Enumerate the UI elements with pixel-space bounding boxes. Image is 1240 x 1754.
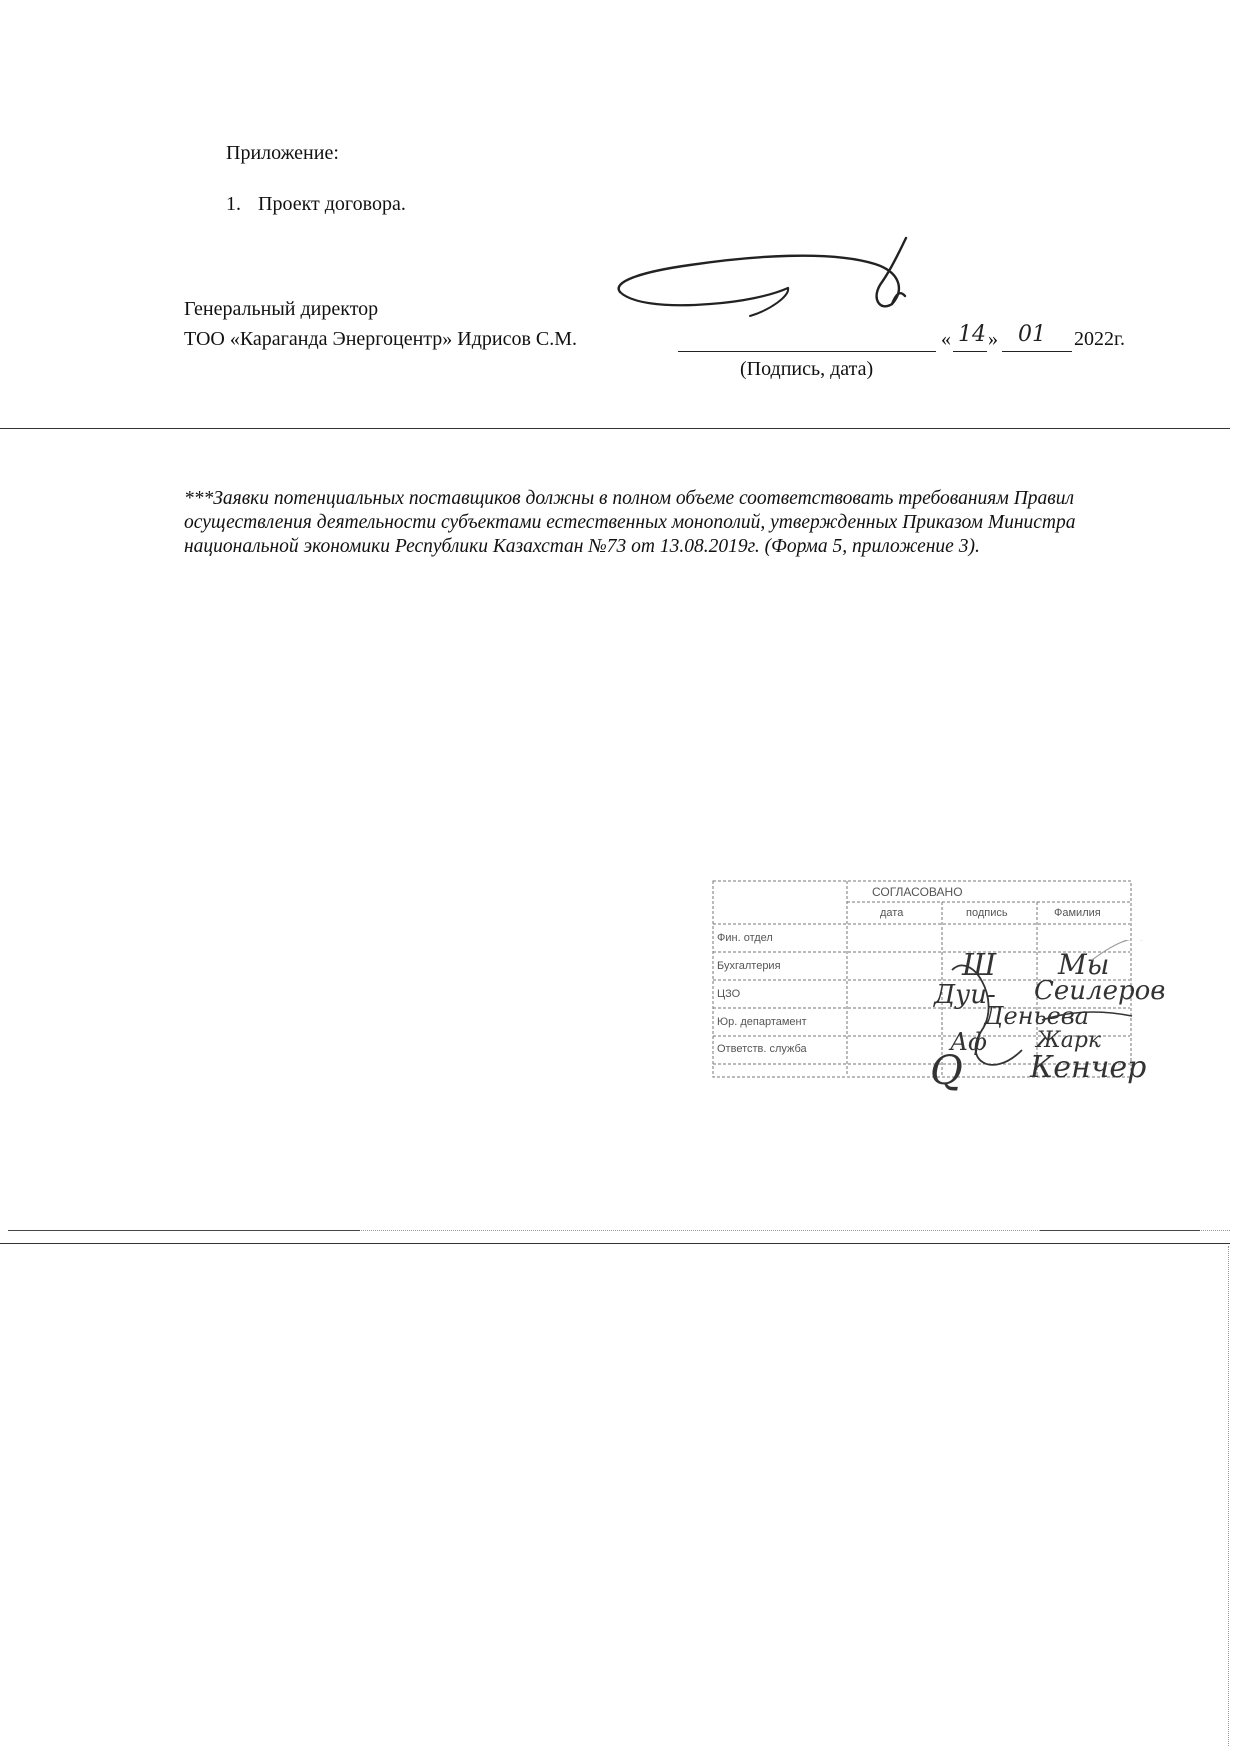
page-divider [0,1243,1230,1244]
attachment-item-text: Проект договора. [258,193,406,215]
director-signature-icon [600,232,930,342]
stamp-signature: Q [930,1048,963,1094]
stamp-surname: Деньева [984,1002,1090,1030]
signature-line [678,351,936,352]
stamp-title: СОГЛАСОВАНО [872,885,963,899]
stamp-surname: Мы [1058,948,1110,981]
dashed-rule-solid-part-right [1040,1230,1200,1231]
stamp-col-surname: Фамилия [1054,907,1101,919]
date-close-quote: » [988,328,998,350]
dashed-rule-solid-part-left [8,1230,360,1231]
date-month-underline [1002,351,1072,352]
stamp-col-date: дата [880,907,904,919]
date-month: 01 [1018,322,1046,347]
stamp-row-label: Юр. департамент [717,1016,807,1028]
stamp-row-label: ЦЗО [717,988,741,1000]
disclaimer-text: ***Заявки потенциальных поставщиков должны в полном объеме соответствовать требованиям Правил осуществления деятельности субъектами естественных монополий, утвержденных Приказом Министра национальной экономики Республики Казахстан №73 от 13.08.2019г. (Форма 5, приложение 3). [184,488,1076,557]
signatory-position: Генеральный директор [184,298,379,320]
stamp-col-signature: подпись [966,907,1008,919]
signature-caption: (Подпись, дата) [740,358,874,380]
date-day: 14 [958,322,986,347]
stamp-signature: Дуи- [934,980,996,1010]
stamp-surname: Сеилеров [1034,976,1166,1006]
section-divider [0,428,1230,429]
attachment-item-number: 1. [226,193,241,215]
stamp-surname: Кенчер [1030,1050,1147,1085]
stamp-row-label: Фин. отдел [717,932,773,944]
date-open-quote: « [941,328,951,350]
attachment-heading: Приложение: [226,142,339,164]
approval-stamp [712,880,1166,1094]
stamp-row-label: Бухгалтерия [717,960,781,972]
date-day-underline [953,351,987,352]
scan-edge [1228,1246,1229,1746]
stamp-row-label: Ответств. служба [717,1043,807,1055]
stamp-signature-strokes-icon [942,940,1142,1090]
stamp-signature: Аф [950,1028,987,1056]
signatory-org-line: ТОО «Караганда Энергоцентр» Идрисов С.М. [184,328,578,350]
date-year: 2022г. [1074,328,1125,350]
stamp-surname: Жарк [1036,1028,1102,1053]
stamp-signature: Ш [962,948,997,983]
